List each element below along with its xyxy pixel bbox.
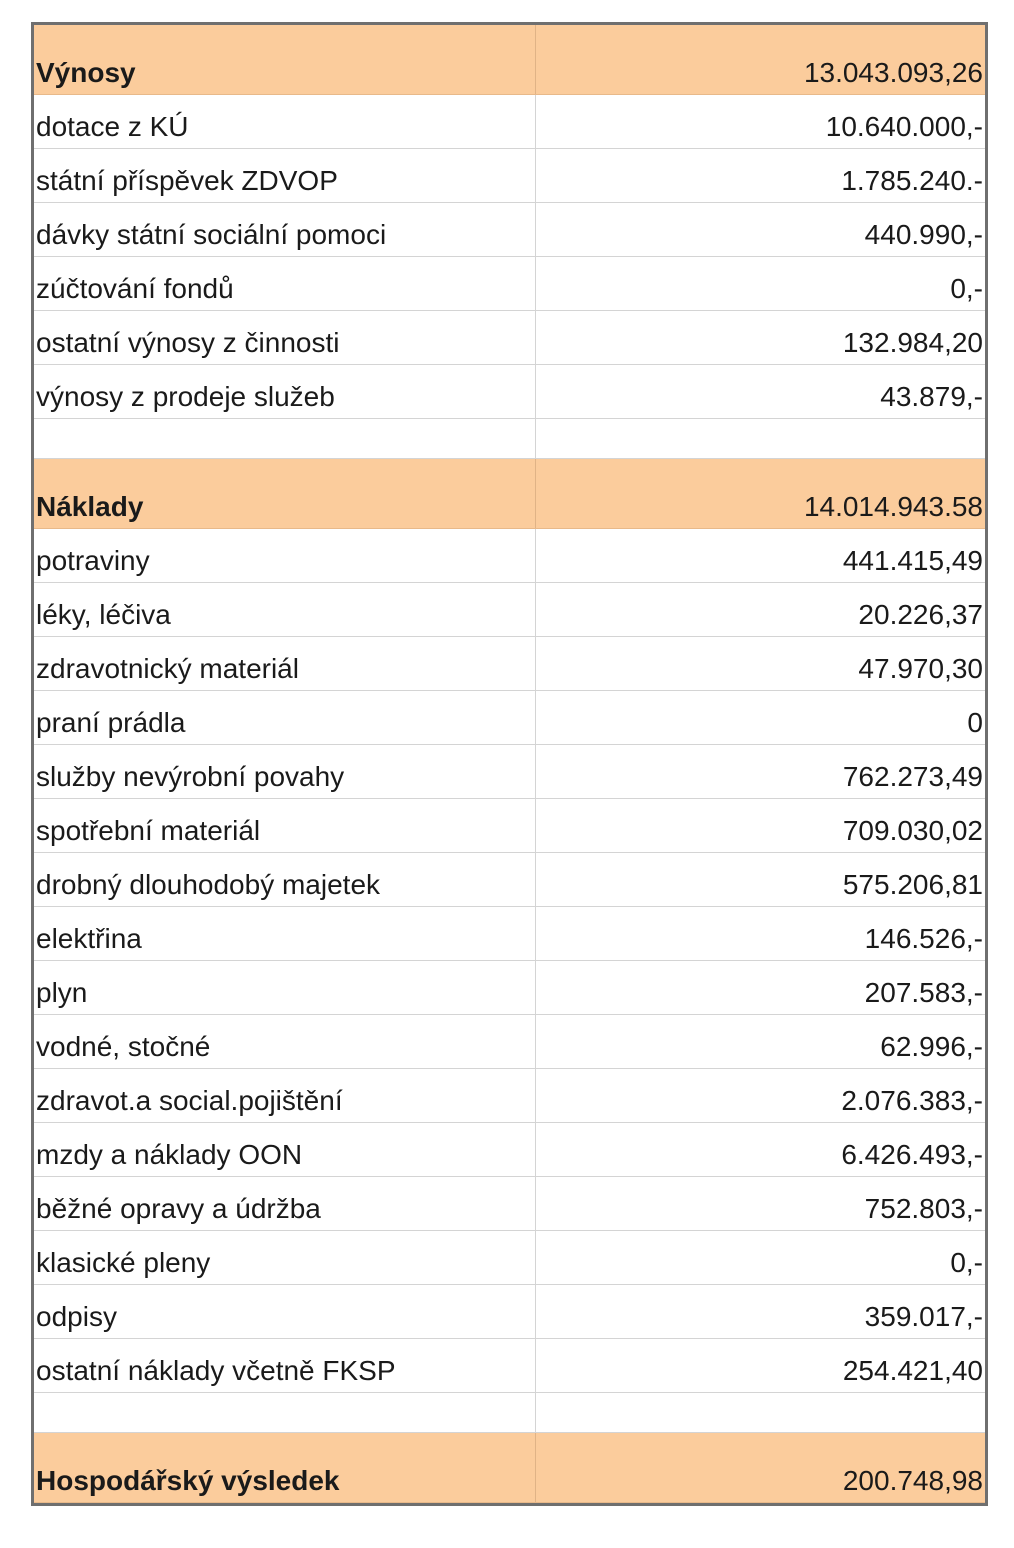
- row-value: 47.970,30: [858, 653, 983, 684]
- section-total: 13.043.093,26: [803, 57, 983, 88]
- spacer-row: [34, 419, 985, 459]
- row-label: výnosy z prodeje služeb: [34, 365, 536, 418]
- table-row: [34, 691, 985, 745]
- row-label: dávky státní sociální pomoci: [34, 203, 536, 256]
- row-label: běžné opravy a údržba: [34, 1177, 536, 1230]
- row-value: 62.996,-: [880, 1031, 983, 1062]
- table-row: [34, 95, 985, 149]
- row-label: dotace z KÚ: [34, 95, 536, 148]
- section-title: Výnosy: [34, 25, 536, 94]
- row-value: 132.984,20: [842, 327, 983, 358]
- row-label: zdravotnický materiál: [34, 637, 536, 690]
- row-value: 2.076.383,-: [841, 1085, 983, 1116]
- table-row: [34, 1123, 985, 1177]
- empty-cell: [34, 419, 536, 458]
- row-label: drobný dlouhodobý majetek: [34, 853, 536, 906]
- row-value: 762.273,49: [842, 761, 983, 792]
- row-value: 146.526,-: [864, 923, 983, 954]
- table-row: [34, 1177, 985, 1231]
- table-row: [34, 637, 985, 691]
- spacer-row: [34, 1393, 985, 1433]
- row-value: 43.879,-: [880, 381, 983, 412]
- row-label: služby nevýrobní povahy: [34, 745, 536, 798]
- table-row: [34, 1285, 985, 1339]
- row-value: 441.415,49: [842, 545, 983, 576]
- result-row: [34, 1433, 985, 1503]
- table-row: [34, 799, 985, 853]
- table-row: [34, 529, 985, 583]
- table-row: [34, 1339, 985, 1393]
- row-value: 0: [967, 707, 983, 738]
- row-label: spotřební materiál: [34, 799, 536, 852]
- row-label: elektřina: [34, 907, 536, 960]
- table-row: [34, 311, 985, 365]
- row-label: vodné, stočné: [34, 1015, 536, 1068]
- table-row: [34, 907, 985, 961]
- row-value: 0,-: [950, 273, 983, 304]
- row-label: plyn: [34, 961, 536, 1014]
- row-value: 207.583,-: [864, 977, 983, 1008]
- row-value: 709.030,02: [842, 815, 983, 846]
- section-title: Náklady: [34, 459, 536, 528]
- row-label: klasické pleny: [34, 1231, 536, 1284]
- table-row: [34, 745, 985, 799]
- row-label: mzdy a náklady OON: [34, 1123, 536, 1176]
- row-label: praní prádla: [34, 691, 536, 744]
- row-value: 752.803,-: [864, 1193, 983, 1224]
- section-header-costs: [34, 459, 985, 529]
- table-row: [34, 961, 985, 1015]
- result-title: Hospodářský výsledek: [34, 1433, 536, 1502]
- table-row: [34, 1015, 985, 1069]
- empty-cell: [34, 1393, 536, 1432]
- row-label: léky, léčiva: [34, 583, 536, 636]
- row-value: 20.226,37: [858, 599, 983, 630]
- row-value: 6.426.493,-: [841, 1139, 983, 1170]
- section-total: 14.014.943.58: [803, 491, 983, 522]
- financial-table: [31, 22, 988, 1506]
- row-label: státní příspěvek ZDVOP: [34, 149, 536, 202]
- empty-cell: [536, 1393, 985, 1432]
- row-label: zúčtování fondů: [34, 257, 536, 310]
- table-row: [34, 853, 985, 907]
- result-value: 200.748,98: [842, 1465, 983, 1496]
- table-row: [34, 1069, 985, 1123]
- row-value: 1.785.240.-: [841, 165, 983, 196]
- row-value: 10.640.000,-: [825, 111, 983, 142]
- row-value: 254.421,40: [842, 1355, 983, 1386]
- table-row: [34, 203, 985, 257]
- row-value: 440.990,-: [864, 219, 983, 250]
- row-value: 359.017,-: [864, 1301, 983, 1332]
- section-header-revenue: [34, 25, 985, 95]
- row-value: 0,-: [950, 1247, 983, 1278]
- row-label: odpisy: [34, 1285, 536, 1338]
- row-label: zdravot.a social.pojištění: [34, 1069, 536, 1122]
- row-label: potraviny: [34, 529, 536, 582]
- empty-cell: [536, 419, 985, 458]
- table-row: [34, 1231, 985, 1285]
- table-row: [34, 583, 985, 637]
- row-label: ostatní výnosy z činnosti: [34, 311, 536, 364]
- table-row: [34, 257, 985, 311]
- row-value: 575.206,81: [842, 869, 983, 900]
- row-label: ostatní náklady včetně FKSP: [34, 1339, 536, 1392]
- table-row: [34, 149, 985, 203]
- table-row: [34, 365, 985, 419]
